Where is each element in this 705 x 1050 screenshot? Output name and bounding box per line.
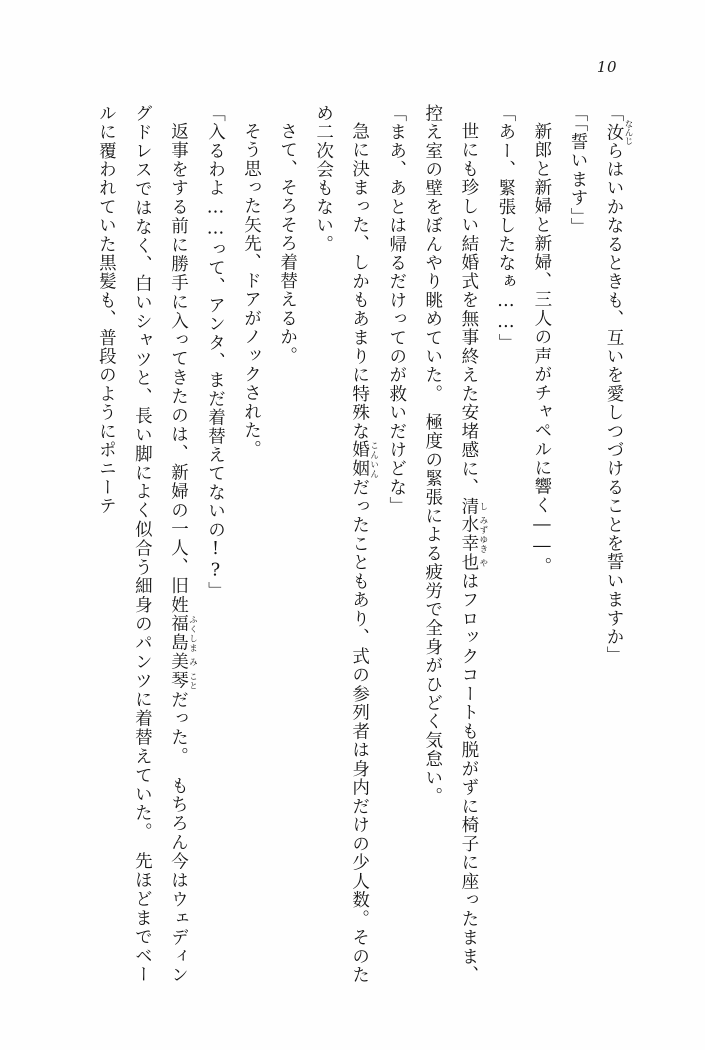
paragraph: 返事をする前に勝手に入ってきたのは、新婦の一人、旧姓福 ふく島 しま美 み琴 ことだった。 もちろん今はウェディングドレスではなく、白いシャツと、長い脚によく似合う細身のパンツに着替えていた。 先ほどまでベールに覆われていた黒髪も、普段のようにポニーテ (96, 104, 198, 985)
paragraph: さて、そろそろ着替えるか。 (277, 121, 298, 365)
paragraph: 「「誓います」」 (567, 104, 588, 237)
paragraph: 「あー、緊張したなぁ……」 (495, 104, 516, 353)
paragraph: 「入るわよ……って、アンタ、まだ着替えてないの!?」 (205, 104, 226, 601)
paragraph: 新郎と新婦と新婦、三人の声がチャペルに響く――。 (531, 121, 552, 576)
page-number: 10 (596, 58, 617, 76)
paragraph: 「まあ、あとは帰るだけってのが救いだけどな」 (386, 104, 407, 516)
paragraph: 「汝 なんじらはいかなるときも、互いを愛しつづけることを誓いますか」 (604, 104, 633, 666)
paragraph: 急に決まった、しかもあまりに特殊な婚 こん姻 いんだったこともあり、式の参列者は身内だけの少人数。そのため二次会もない。 (313, 104, 379, 985)
vertical-text-body (73, 104, 633, 984)
paragraph: 世にも珍しい結婚式を無事終えた安堵感に、清 し水 みず幸 ゆき也 やはフロックコートも脱がずに椅子に座ったまま、控え室の壁をぼんやり眺めていた。 極度の緊張による疲労で全身がひどく気怠い。 (422, 104, 488, 985)
paragraph: そう思った矢先、ドアがノックされた。 (241, 121, 262, 459)
